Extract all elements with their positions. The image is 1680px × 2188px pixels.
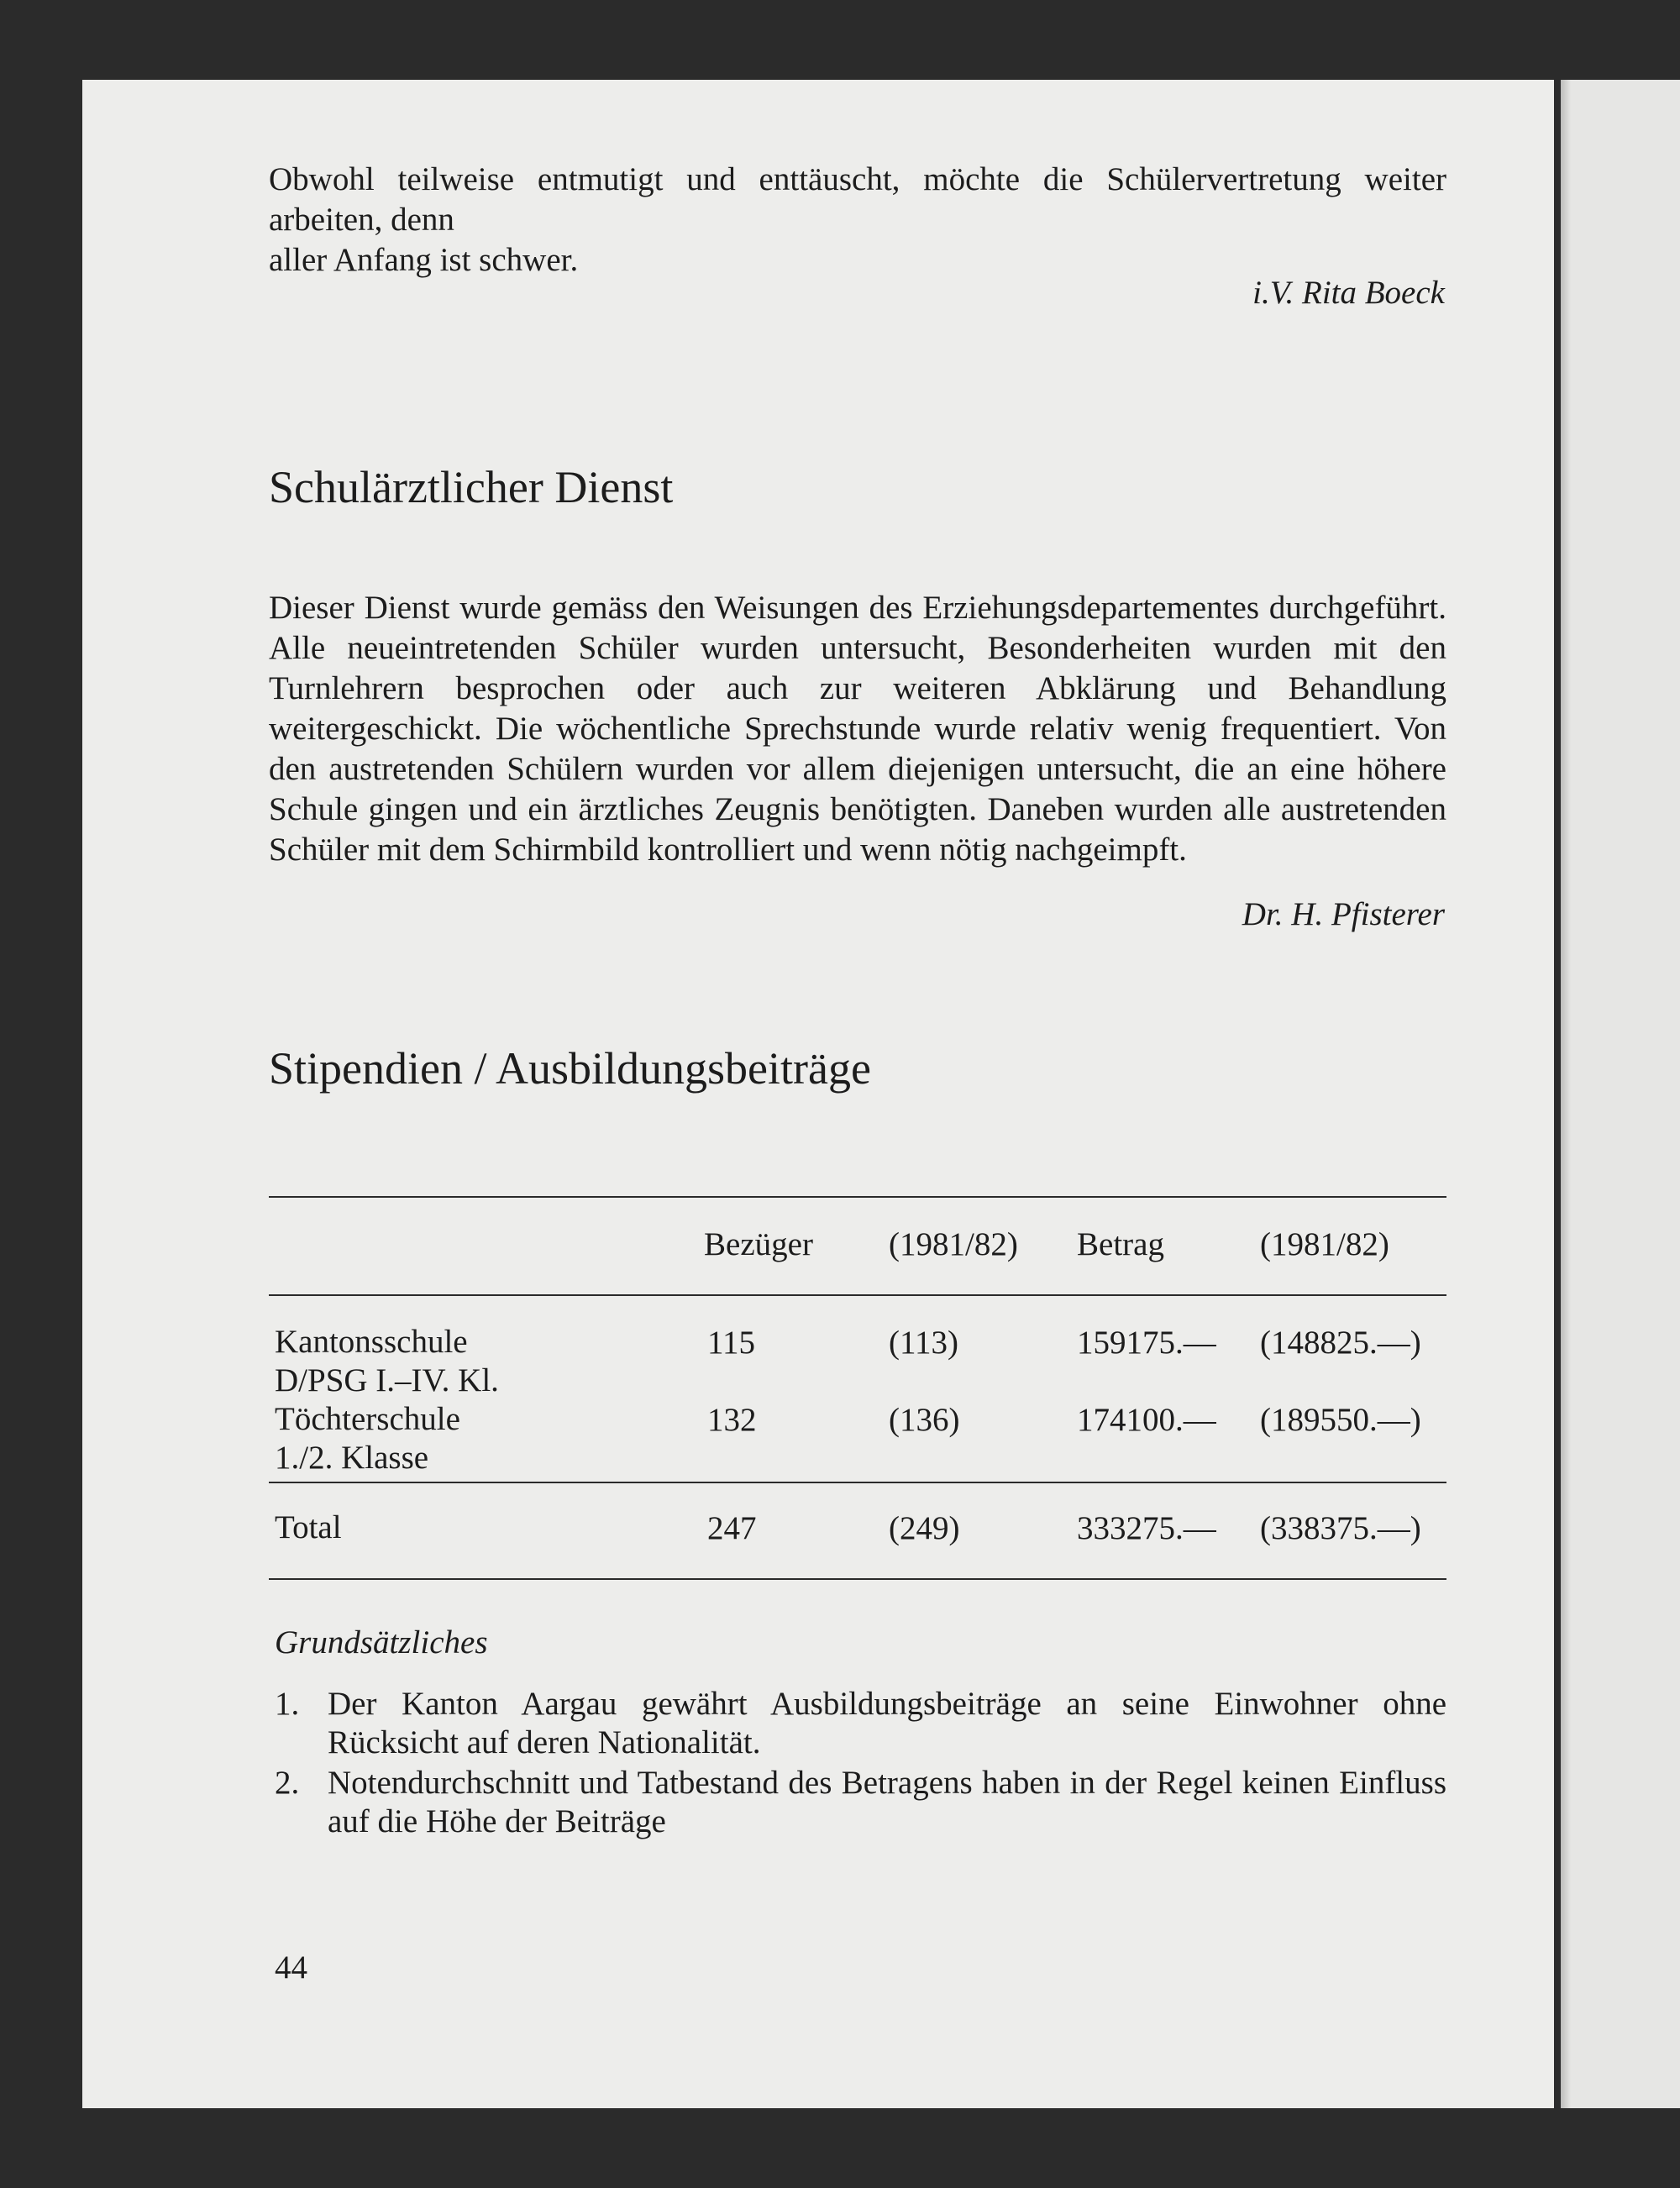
cell-betrag-prev: (189550.—)	[1260, 1402, 1421, 1438]
cell-bezueger: 115	[707, 1325, 756, 1361]
col-header-bezueger: Bezüger	[704, 1226, 813, 1262]
cell-betrag: 174100.—	[1077, 1402, 1216, 1438]
page-gutter	[1561, 80, 1571, 2108]
cell-bezueger-prev: (113)	[889, 1325, 959, 1361]
table-total-rule	[269, 1482, 1446, 1483]
cell-total-betrag: 333275.—	[1077, 1510, 1216, 1546]
adjacent-page-edge	[1561, 80, 1680, 2108]
schularzt-paragraph: Dieser Dienst wurde gemäss den Weisungen des Erziehungsdepartementes durchgeführt. Alle neueintretenden Schüler wurden untersucht, Besonderheiten wurden mit den Turnlehrern besprochen oder auch zur weiteren Abklärung und Behandlung weitergeschickt. Die wöchentliche Sprechstunde wurde relativ wenig frequentiert. Von den austretenden Schülern wurden vor allem diejenigen untersucht, die an eine höhere Schule gingen und ein ärztliches Zeugnis benötigten. Daneben wurden alle austretenden Schüler mit dem Schirmbild kontrolliert und wenn nötig nachgeimpft.	[269, 590, 1446, 868]
intro-signature: i.V. Rita Boeck	[1252, 275, 1445, 311]
list-item-text: Der Kanton Aargau gewährt Ausbildungsbeiträge an seine Einwohner ohne Rücksicht auf deren Nationalität.	[328, 1686, 1446, 1760]
col-header-betrag-prev: (1981/82)	[1260, 1226, 1389, 1262]
cell-total-bezueger: 247	[707, 1510, 757, 1546]
col-header-bezueger-prev: (1981/82)	[889, 1226, 1018, 1262]
cell-bezueger-prev: (136)	[889, 1402, 960, 1438]
table-header-rule	[269, 1294, 1446, 1296]
cell-total-betrag-prev: (338375.—)	[1260, 1510, 1421, 1546]
section-title-schularzt: Schulärztlicher Dienst	[269, 462, 674, 512]
cell-total-bezueger-prev: (249)	[889, 1510, 960, 1546]
cell-betrag-prev: (148825.—)	[1260, 1325, 1421, 1361]
table-top-rule	[269, 1196, 1446, 1198]
schularzt-signature: Dr. H. Pfisterer	[1242, 896, 1445, 932]
subheading-grundsaetzliches: Grundsätzliches	[275, 1624, 488, 1661]
col-header-betrag: Betrag	[1077, 1226, 1164, 1262]
cell-betrag: 159175.—	[1077, 1325, 1216, 1361]
list-item-number: 1.	[275, 1686, 300, 1722]
table-bottom-rule	[269, 1578, 1446, 1580]
row-label-toechterschule: Töchterschule	[275, 1401, 460, 1437]
intro-paragraph-end: aller Anfang ist schwer.	[269, 242, 579, 278]
cell-bezueger: 132	[707, 1402, 757, 1438]
intro-paragraph: Obwohl teilweise entmutigt und enttäuscht, möchte die Schülervertretung weiter arbeiten, denn	[269, 161, 1446, 238]
list-item-text: Notendurchschnitt und Tatbestand des Betragens haben in der Regel keinen Einfluss auf die Höhe der Beiträge	[328, 1765, 1446, 1839]
list-item-number: 2.	[275, 1765, 300, 1801]
row-label-total: Total	[275, 1509, 342, 1545]
page-number: 44	[275, 1949, 307, 1986]
row-label-kantonsschule: Kantonsschule	[275, 1324, 468, 1360]
row-sublabel-kantonsschule: D/PSG I.–IV. Kl.	[275, 1362, 499, 1398]
row-sublabel-toechterschule: 1./2. Klasse	[275, 1440, 429, 1476]
section-title-stipendien: Stipendien / Ausbildungsbeiträge	[269, 1043, 871, 1094]
